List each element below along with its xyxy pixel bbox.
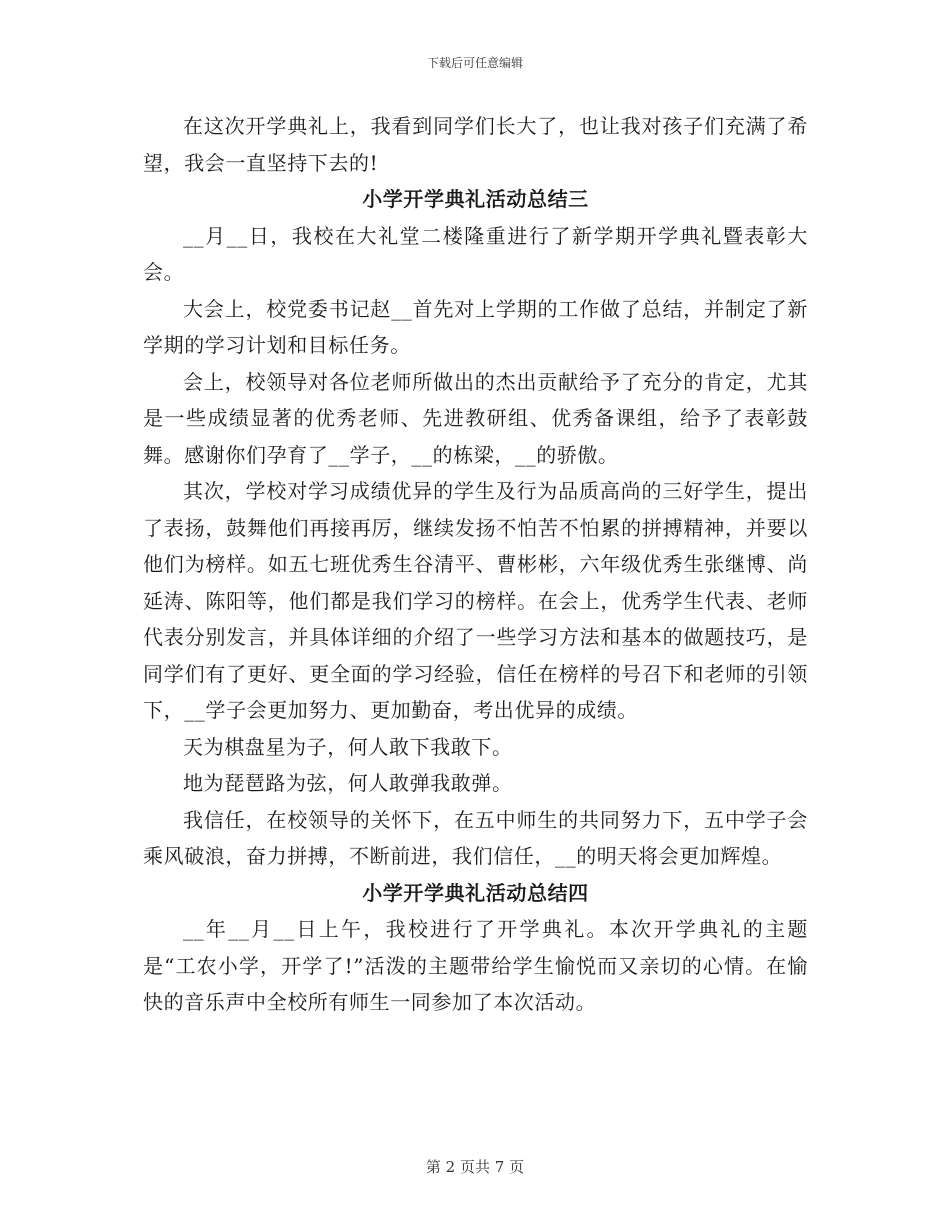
paragraph: 地为琵琶路为弦，何人敢弹我敢弹。 — [183, 771, 513, 795]
paragraph: 天为棋盘星为子，何人敢下我敢下。 — [183, 734, 513, 759]
paragraph: __月__日，我校在大礼堂二楼隆重进行了新学期开学典礼暨表彰大会。 — [143, 223, 808, 284]
paragraph: 会上，校领导对各位老师所做出的杰出贡献给予了充分的肯定，尤其是一些成绩显著的优秀老师、先进教研组、优秀备课组，给予了表彰鼓舞。感谢你们孕育了__学子，__的栋梁，__的骄傲。 — [143, 369, 808, 467]
paragraph: 我信任，在校领导的关怀下，在五中师生的共同努力下，五中学子会乘风破浪，奋力拼搏，不断前进，我们信任，__的明天将会更加辉煌。 — [143, 807, 808, 868]
page-number: 第 2 页共 7 页 — [425, 1158, 525, 1176]
paragraph: __年__月__日上午，我校进行了开学典礼。本次开学典礼的主题是“工农小学，开学了!”活泼的主题带给学生愉悦而又亲切的心情。在愉快的音乐声中全校所有师生一同参加了本次活动。 — [143, 917, 808, 1014]
page-header-note: 下载后可任意编辑 — [426, 56, 523, 70]
section-heading: 小学开学典礼活动总结三 — [362, 187, 589, 211]
section-heading: 小学开学典礼活动总结四 — [362, 880, 589, 905]
paragraph: 在这次开学典礼上，我看到同学们长大了，也让我对孩子们充满了希望，我会一直坚持下去的! — [143, 114, 808, 175]
paragraph: 其次，学校对学习成绩优异的学生及行为品质高尚的三好学生，提出了表扬，鼓舞他们再接再厉，继续发扬不怕苦不怕累的拼搏精神，并要以他们为榜样。如五七班优秀生谷清平、曹彬彬，六年级优秀生张继博、尚延涛、陈阳等，他们都是我们学习的榜样。在会上，优秀学生代表、老师代表分别发言，并具体详细的介绍了一些学习方法和基本的做题技巧，是同学们有了更好、更全面的学习经验，信任在榜样的号召下和老师的引领下，__学子会更加努力、更加勤奋，考出优异的成绩。 — [143, 479, 808, 722]
document-body — [143, 108, 808, 1021]
paragraph: 大会上，校党委书记赵__首先对上学期的工作做了总结，并制定了新学期的学习计划和目标任务。 — [143, 296, 808, 357]
